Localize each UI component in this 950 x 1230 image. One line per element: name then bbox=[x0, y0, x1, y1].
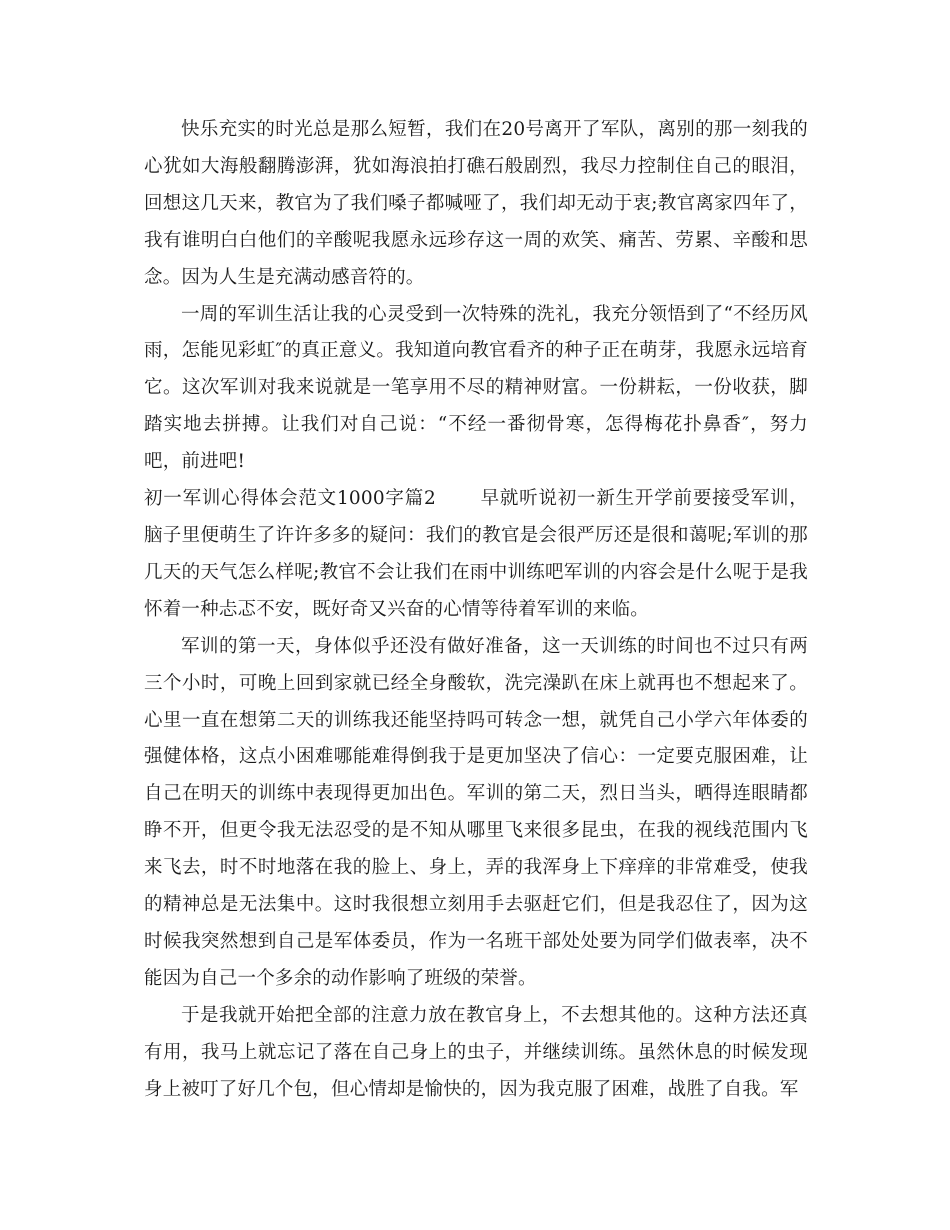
document-body bbox=[144, 112, 808, 1108]
section-intro: 早就听说初一新生开学前要接受军训，脑子里便萌生了许许多多的疑问：我们的教官是会很严厉还是很和蔼呢;军训的那几天的天气怎么样呢;教官不会让我们在雨中训练吧军训的内容会是什么呢于是我怀着一种忐忑不安，既好奇又兴奋的心情等待着军训的来临。 bbox=[144, 488, 808, 620]
section-heading-paragraph bbox=[144, 481, 808, 629]
section-heading: 初一军训心得体会范文1000字篇2 bbox=[144, 488, 436, 510]
paragraph-1: 快乐充实的时光总是那么短暂，我们在20号离开了军队，离别的那一刻我的心犹如大海般翻腾澎湃，犹如海浪拍打礁石般剧烈，我尽力控制住自己的眼泪，回想这几天来，教官为了我们嗓子都喊哑了，我们却无动于衷;教官离家四年了，我有谁明白白他们的辛酸呢我愿永远珍存这一周的欢笑、痛苦、劳累、辛酸和思念。因为人生是充满动感音符的。 bbox=[144, 119, 808, 288]
paragraph-3: 军训的第一天，身体似乎还没有做好准备，这一天训练的时间也不过只有两三个小时，可晚上回到家就已经全身酸软，洗完澡趴在床上就再也不想起来了。心里一直在想第二天的训练我还能坚持吗可转念一想，就凭自己小学六年体委的强健体格，这点小困难哪能难得倒我于是更加坚决了信心：一定要克服困难，让自己在明天的训练中表现得更加出色。军训的第二天，烈日当头，晒得连眼睛都睁不开，但更令我无法忍受的是不知从哪里飞来很多昆虫，在我的视线范围内飞来飞去，时不时地落在我的脸上、身上，弄的我浑身上下痒痒的非常难受，使我的精神总是无法集中。这时我很想立刻用手去驱赶它们，但是我忍住了，因为这时候我突然想到自己是军体委员，作为一名班干部处处要为同学们做表率，决不能因为自己一个多余的动作影响了班级的荣誉。 bbox=[144, 635, 808, 989]
paragraph-4: 于是我就开始把全部的注意力放在教官身上，不去想其他的。这种方法还真有用，我马上就忘记了落在自己身上的虫子，并继续训练。虽然休息的时候发现身上被叮了好几个包，但心情却是愉快的，因为我克服了困难，战胜了自我。军 bbox=[144, 1004, 808, 1100]
paragraph-2: 一周的军训生活让我的心灵受到一次特殊的洗礼，我充分领悟到了“不经历风雨，怎能见彩虹″的真正意义。我知道向教官看齐的种子正在萌芽，我愿永远培育它。这次军训对我来说就是一笔享用不尽的精神财富。一份耕耘，一份收获，脚踏实地去拼搏。让我们对自己说：“不经一番彻骨寒，怎得梅花扑鼻香″，努力吧，前进吧! bbox=[144, 303, 808, 473]
